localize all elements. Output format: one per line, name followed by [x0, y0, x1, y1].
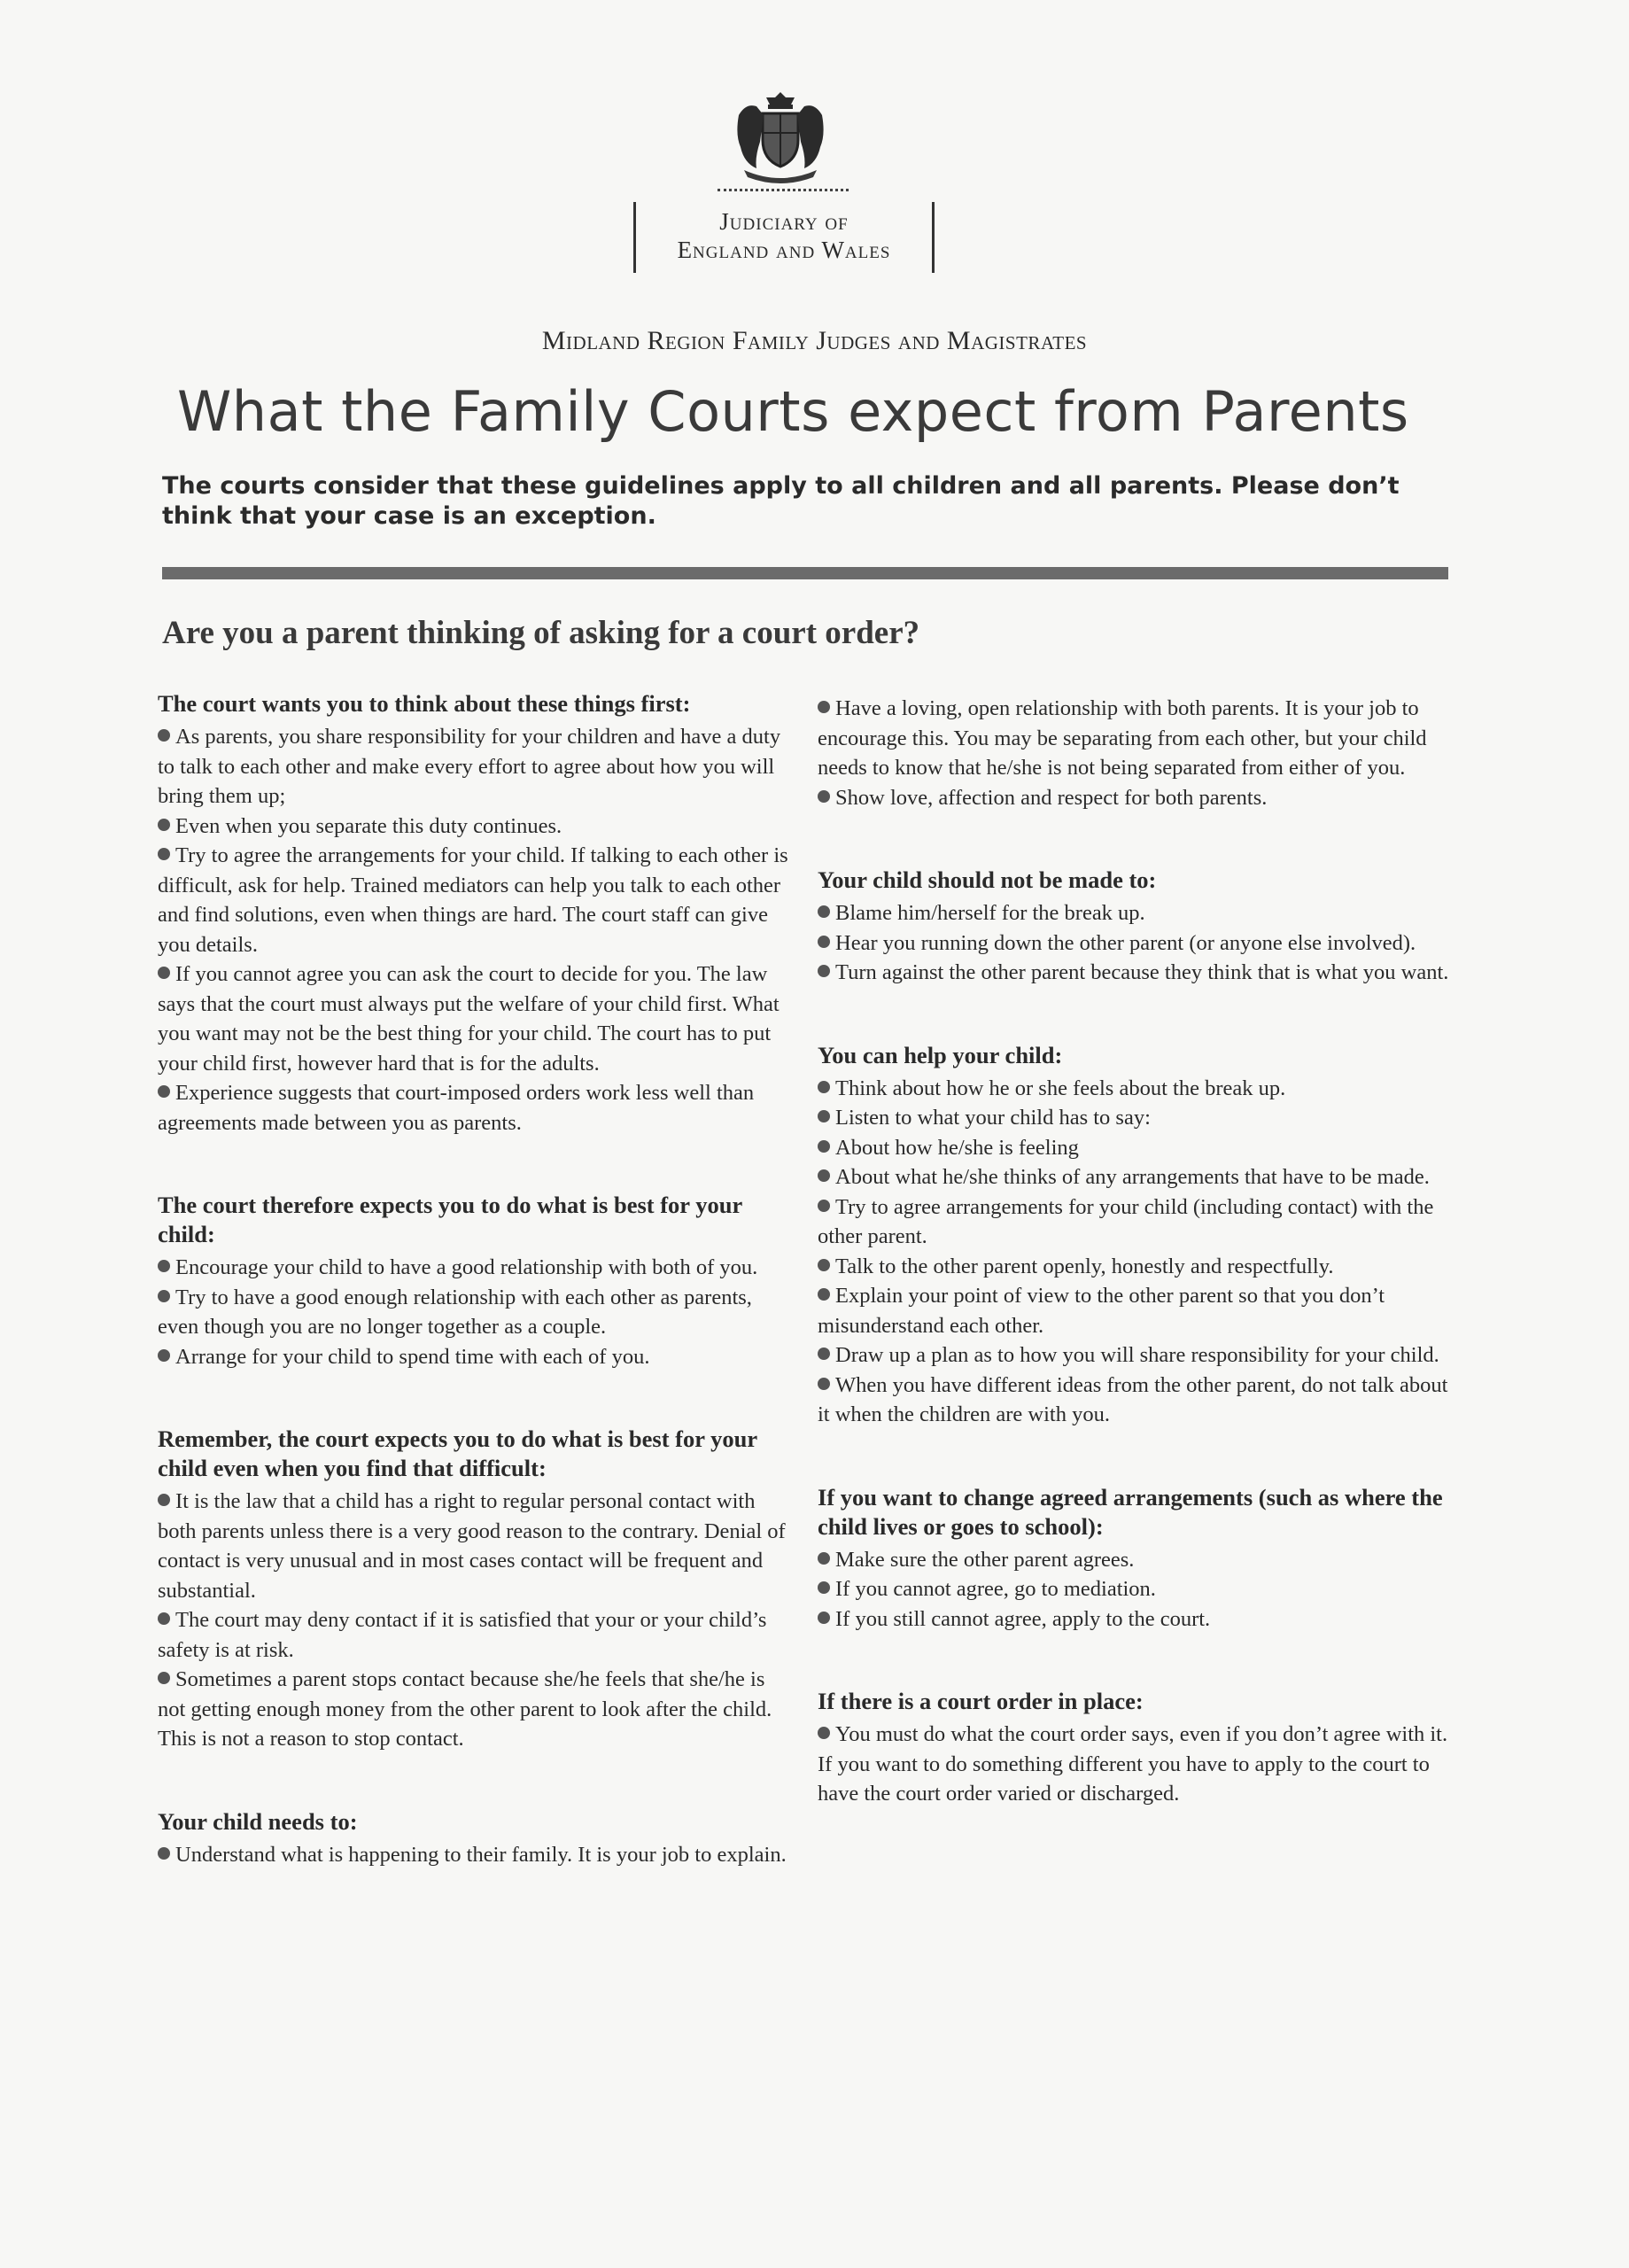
bullet-icon	[158, 1494, 170, 1506]
bullet-icon	[818, 936, 830, 948]
bullet-text: Sometimes a parent stops contact because she/he feels that she/he is not getting enough money from the other parent to look after the child. This is not a reason to stop contact.	[158, 1667, 772, 1751]
guidance-section	[158, 1191, 795, 1371]
section-heading: You can help your child:	[818, 1041, 1063, 1068]
bullet-item	[158, 1665, 795, 1754]
bullet-icon	[818, 905, 830, 918]
section-heading: The court therefore expects you to do what is best for your child:	[158, 1192, 742, 1247]
bullet-text: Even when you separate this duty continues.	[175, 813, 562, 838]
bullet-text: You must do what the court order says, even if you don’t agree with it. If you want to do something different you have to apply to the court to have the court order varied or discharged.	[818, 1722, 1448, 1806]
bullet-text: Arrange for your child to spend time with each of you.	[175, 1344, 650, 1369]
bullet-icon	[158, 819, 170, 831]
bullet-text: If you cannot agree, go to mediation.	[835, 1577, 1156, 1601]
bullet-icon	[818, 1081, 830, 1093]
guidance-section	[818, 1483, 1455, 1635]
bullet-item	[818, 898, 1455, 928]
bullet-icon	[818, 1169, 830, 1182]
bullet-item	[158, 1078, 795, 1138]
guidance-section	[818, 1687, 1455, 1809]
bullet-text: Understand what is happening to their family. It is your job to explain.	[175, 1842, 787, 1867]
bullet-icon	[158, 1672, 170, 1684]
organisation-line-1: Judiciary of	[719, 208, 849, 235]
bullet-icon	[818, 1288, 830, 1301]
bullet-text: If you cannot agree you can ask the court to decide for you. The law says that the court must always put the welfare of your child first. What you want may not be the best thing for your child. The court has to put your child first, however hard that is for the adults.	[158, 962, 780, 1076]
bullet-item	[818, 928, 1455, 959]
bullet-text: Draw up a plan as to how you will share responsibility for your child.	[835, 1343, 1439, 1367]
bullet-text: Show love, affection and respect for both parents.	[835, 785, 1268, 810]
bullet-icon	[158, 1847, 170, 1860]
bullet-item	[818, 1103, 1455, 1133]
bullet-item	[158, 1253, 795, 1283]
bullet-item	[818, 1340, 1455, 1371]
bullet-icon	[818, 1552, 830, 1565]
bullet-icon	[818, 1200, 830, 1212]
bullet-text: The court may deny contact if it is satisfied that your or your child’s safety is at risk.	[158, 1608, 767, 1662]
bullet-item	[818, 694, 1455, 783]
bullet-item	[158, 841, 795, 959]
bullet-icon	[818, 1259, 830, 1271]
bullet-icon	[818, 1581, 830, 1594]
bullet-item	[818, 1281, 1455, 1340]
bullet-text: Hear you running down the other parent (or anyone else involved).	[835, 930, 1416, 955]
bullet-icon	[818, 1612, 830, 1624]
intro-text: The courts consider that these guidelines apply to all children and all parents. Please don’t think that your case is an exception.	[162, 472, 1400, 530]
section-heading: Your child needs to:	[158, 1807, 358, 1835]
bullet-item	[818, 1074, 1455, 1104]
bullet-item	[818, 958, 1455, 988]
guidance-section	[818, 1041, 1455, 1430]
bullet-icon	[158, 1612, 170, 1625]
horizontal-divider	[162, 567, 1448, 579]
bullet-item	[818, 1574, 1455, 1604]
bullet-text: Make sure the other parent agrees.	[835, 1547, 1135, 1572]
section-heading: If there is a court order in place:	[818, 1688, 1144, 1714]
bullet-item	[818, 1133, 1455, 1163]
bullet-icon	[818, 701, 830, 713]
bullet-text: About how he/she is feeling	[835, 1135, 1079, 1160]
bullet-icon	[818, 790, 830, 803]
bullet-text: Listen to what your child has to say:	[835, 1106, 1151, 1130]
decorative-dotted-rule	[718, 189, 849, 191]
guidance-section	[158, 689, 795, 1138]
bullet-item	[158, 959, 795, 1078]
bullet-icon	[158, 1085, 170, 1098]
bullet-text: About what he/she thinks of any arrangements that have to be made.	[835, 1165, 1430, 1189]
bullet-text: Experience suggests that court-imposed orders work less well than agreements made between you as parents.	[158, 1081, 755, 1135]
page-title: What the Family Courts expect from Parents	[177, 379, 1409, 444]
bullet-item	[818, 1545, 1455, 1575]
bullet-icon	[818, 1110, 830, 1122]
bullet-item	[818, 1720, 1455, 1809]
question-heading: Are you a parent thinking of asking for a court order?	[162, 615, 920, 651]
bullet-text: As parents, you share responsibility for your children and have a duty to talk to each other and make every effort to agree about how you will bring them up;	[158, 725, 781, 808]
bullet-icon	[158, 1290, 170, 1302]
bullet-icon	[158, 729, 170, 742]
bullet-item	[158, 1342, 795, 1372]
bullet-text: Try to have a good enough relationship with each other as parents, even though you are no longer together as a couple.	[158, 1285, 752, 1339]
bullet-text: Encourage your child to have a good relationship with both of you.	[175, 1255, 758, 1279]
bullet-icon	[818, 1727, 830, 1739]
bullet-text: Think about how he or she feels about the break up.	[835, 1076, 1286, 1100]
bullet-item	[158, 1840, 795, 1870]
guidance-section	[818, 694, 1455, 812]
bullet-text: If you still cannot agree, apply to the court.	[835, 1606, 1211, 1631]
section-heading: The court wants you to think about these things first:	[158, 690, 691, 717]
bullet-text: Try to agree arrangements for your child (including contact) with the other parent.	[818, 1194, 1434, 1248]
section-heading: If you want to change agreed arrangements (such as where the child lives or goes to school):	[818, 1483, 1443, 1540]
bullet-icon	[818, 1348, 830, 1360]
region-subtitle: Midland Region Family Judges and Magistrates	[541, 326, 1088, 355]
bullet-item	[158, 812, 795, 842]
bullet-item	[818, 1604, 1455, 1635]
bullet-icon	[158, 848, 170, 860]
bullet-text: When you have different ideas from the other parent, do not talk about it when the children are with you.	[818, 1372, 1448, 1426]
bullet-item	[158, 1605, 795, 1665]
bullet-item	[158, 1283, 795, 1342]
bullet-text: Turn against the other parent because they think that is what you want.	[835, 960, 1449, 984]
bullet-text: Blame him/herself for the break up.	[835, 901, 1145, 925]
bullet-item	[818, 1162, 1455, 1192]
bullet-item	[818, 1252, 1455, 1282]
guidance-section	[818, 866, 1455, 988]
bullet-item	[818, 783, 1455, 813]
bullet-item	[158, 722, 795, 812]
left-column	[158, 689, 795, 1922]
bullet-text: It is the law that a child has a right to regular personal contact with both parents unless there is a very good reason to the contrary. Denial of contact is very unusual and in most cases contact will be frequent and substantial.	[158, 1489, 786, 1603]
bullet-item	[818, 1371, 1455, 1430]
bullet-icon	[818, 1140, 830, 1153]
organisation-line-2: England and Wales	[677, 237, 891, 263]
section-heading: Remember, the court expects you to do what is best for your child even when you find that difficult:	[158, 1425, 757, 1481]
bullet-icon	[158, 1349, 170, 1362]
royal-coat-of-arms-icon	[732, 89, 829, 186]
bullet-item	[158, 1487, 795, 1605]
section-heading: Your child should not be made to:	[818, 866, 1157, 893]
bullet-icon	[158, 967, 170, 979]
bullet-icon	[818, 965, 830, 977]
right-column	[818, 694, 1455, 1862]
bullet-icon	[818, 1378, 830, 1390]
bullet-text: Talk to the other parent openly, honestly and respectfully.	[835, 1254, 1334, 1278]
bullet-text: Try to agree the arrangements for your child. If talking to each other is difficult, ask for help. Trained mediators can help you talk to each other and find solutions, even when things are hard. The court staff can give you details.	[158, 843, 788, 957]
guidance-section	[158, 1425, 795, 1754]
bullet-text: Have a loving, open relationship with both parents. It is your job to encourage this. You may be separating from each other, but your child needs to know that he/she is not being separated from either of you.	[818, 696, 1427, 780]
bullet-text: Explain your point of view to the other parent so that you don’t misunderstand each other.	[818, 1284, 1385, 1338]
bullet-item	[818, 1192, 1455, 1252]
judiciary-wordmark	[633, 202, 935, 273]
bullet-icon	[158, 1260, 170, 1272]
guidance-section	[158, 1807, 795, 1870]
